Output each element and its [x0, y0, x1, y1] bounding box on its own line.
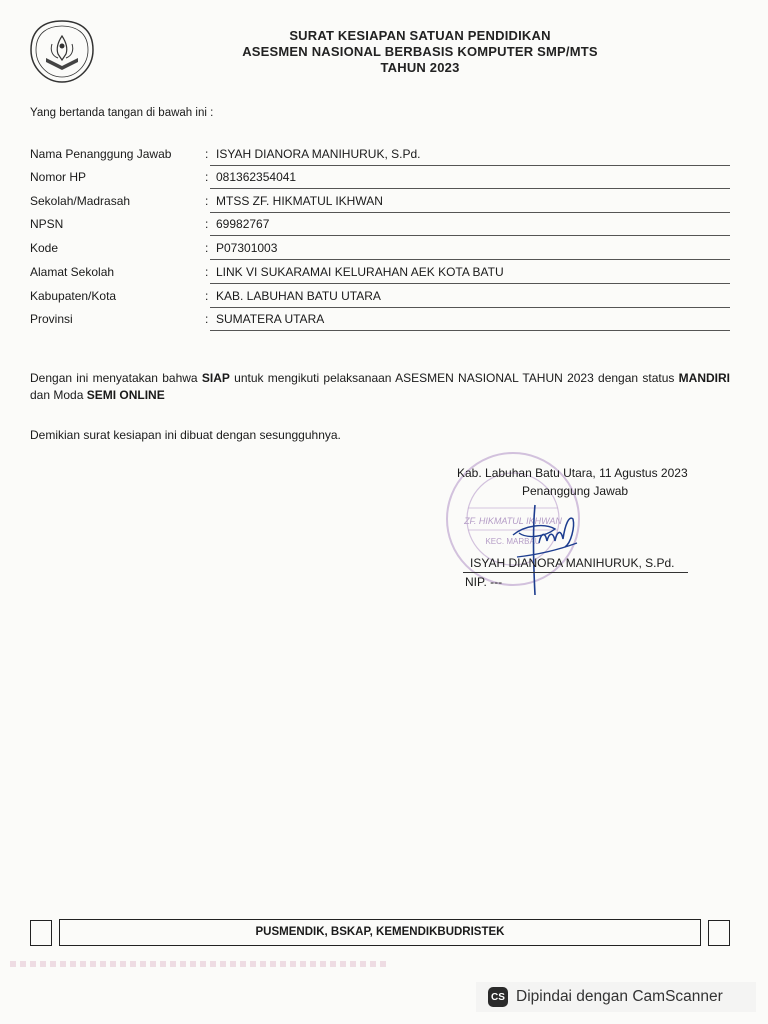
handwritten-signature-icon — [505, 495, 590, 600]
signature-role: Penanggung Jawab — [522, 484, 629, 498]
camscanner-text: Dipindai dengan CamScanner — [516, 988, 723, 1005]
field-value: SUMATERA UTARA — [216, 312, 325, 326]
field-value: MTSS ZF. HIKMATUL IKHWAN — [216, 194, 383, 208]
signature-underline — [463, 572, 688, 573]
field-colon: : — [205, 265, 209, 279]
statement-text: Dengan ini menyatakan bahwa — [30, 371, 202, 385]
statement-paragraph — [30, 370, 730, 404]
field-colon: : — [205, 217, 209, 231]
field-nomor-hp — [30, 166, 730, 190]
field-label: Sekolah/Madrasah — [30, 194, 131, 208]
header-year: TAHUN 2023 — [380, 60, 460, 75]
signatory-nip: NIP. --- — [465, 575, 503, 589]
field-label: Nomor HP — [30, 170, 87, 184]
statement-moda: SEMI ONLINE — [86, 388, 165, 402]
statement-text: untuk mengikuti pelaksanaan ASESMEN NASIONAL TAHUN 2023 dengan status — [229, 371, 679, 385]
camscanner-logo-icon: CS — [488, 987, 508, 1007]
field-colon: : — [205, 312, 209, 326]
tut-wuri-handayani-logo-icon — [28, 18, 96, 86]
signature-place-date: Kab. Labuhan Batu Utara, 11 Agustus 2023 — [457, 466, 688, 480]
field-label: NPSN — [30, 217, 64, 231]
field-underline — [210, 330, 730, 331]
statement-siap: SIAP — [201, 371, 230, 385]
field-value: KAB. LABUHAN BATU UTARA — [216, 289, 381, 303]
footer-right-square — [708, 920, 730, 946]
camscanner-watermark — [476, 982, 756, 1012]
statement-text: dan Moda — [30, 388, 87, 402]
field-kode — [30, 237, 730, 261]
stamp-center-text: ZF. HIKMATUL IKHWAN — [464, 516, 562, 526]
field-label: Kode — [30, 241, 59, 255]
intro-text: Yang bertanda tangan di bawah ini : — [30, 107, 214, 119]
field-value: LINK VI SUKARAMAI KELURAHAN AEK KOTA BATU — [216, 265, 504, 279]
field-label: Alamat Sekolah — [30, 265, 115, 279]
field-sekolah-madrasah — [30, 190, 730, 214]
field-nama-penanggung-jawab — [30, 143, 730, 167]
field-underline — [210, 259, 730, 260]
field-value: 081362354041 — [216, 170, 297, 184]
scan-bleed-through — [10, 961, 390, 967]
field-label: Nama Penanggung Jawab — [30, 147, 172, 161]
signatory-name: ISYAH DIANORA MANIHURUK, S.Pd. — [470, 556, 675, 570]
field-underline — [210, 283, 730, 284]
header-subtitle: ASESMEN NASIONAL BERBASIS KOMPUTER SMP/MTS — [242, 44, 598, 59]
field-colon: : — [205, 170, 209, 184]
footer-box — [59, 919, 701, 946]
statement-mandiri: MANDIRI — [678, 371, 730, 385]
field-kabupaten-kota — [30, 285, 730, 309]
closing-text: Demikian surat kesiapan ini dibuat dengan sesungguhnya. — [30, 428, 341, 442]
footer-text: PUSMENDIK, BSKAP, KEMENDIKBUDRISTEK — [255, 926, 505, 938]
stamp-lower-text: KEC. MARBAU — [485, 537, 541, 546]
field-colon: : — [205, 147, 209, 161]
field-value: P07301003 — [216, 241, 278, 255]
field-provinsi — [30, 308, 730, 332]
field-npsn — [30, 213, 730, 237]
field-underline — [210, 188, 730, 189]
header-title: SURAT KESIAPAN SATUAN PENDIDIKAN — [289, 28, 551, 43]
document-header — [150, 28, 690, 76]
field-value: 69982767 — [216, 217, 270, 231]
field-colon: : — [205, 194, 209, 208]
footer-left-square — [30, 920, 52, 946]
field-underline — [210, 235, 730, 236]
field-label: Kabupaten/Kota — [30, 289, 117, 303]
field-alamat-sekolah — [30, 261, 730, 285]
field-colon: : — [205, 289, 209, 303]
field-value: ISYAH DIANORA MANIHURUK, S.Pd. — [216, 147, 421, 161]
field-colon: : — [205, 241, 209, 255]
field-label: Provinsi — [30, 312, 73, 326]
